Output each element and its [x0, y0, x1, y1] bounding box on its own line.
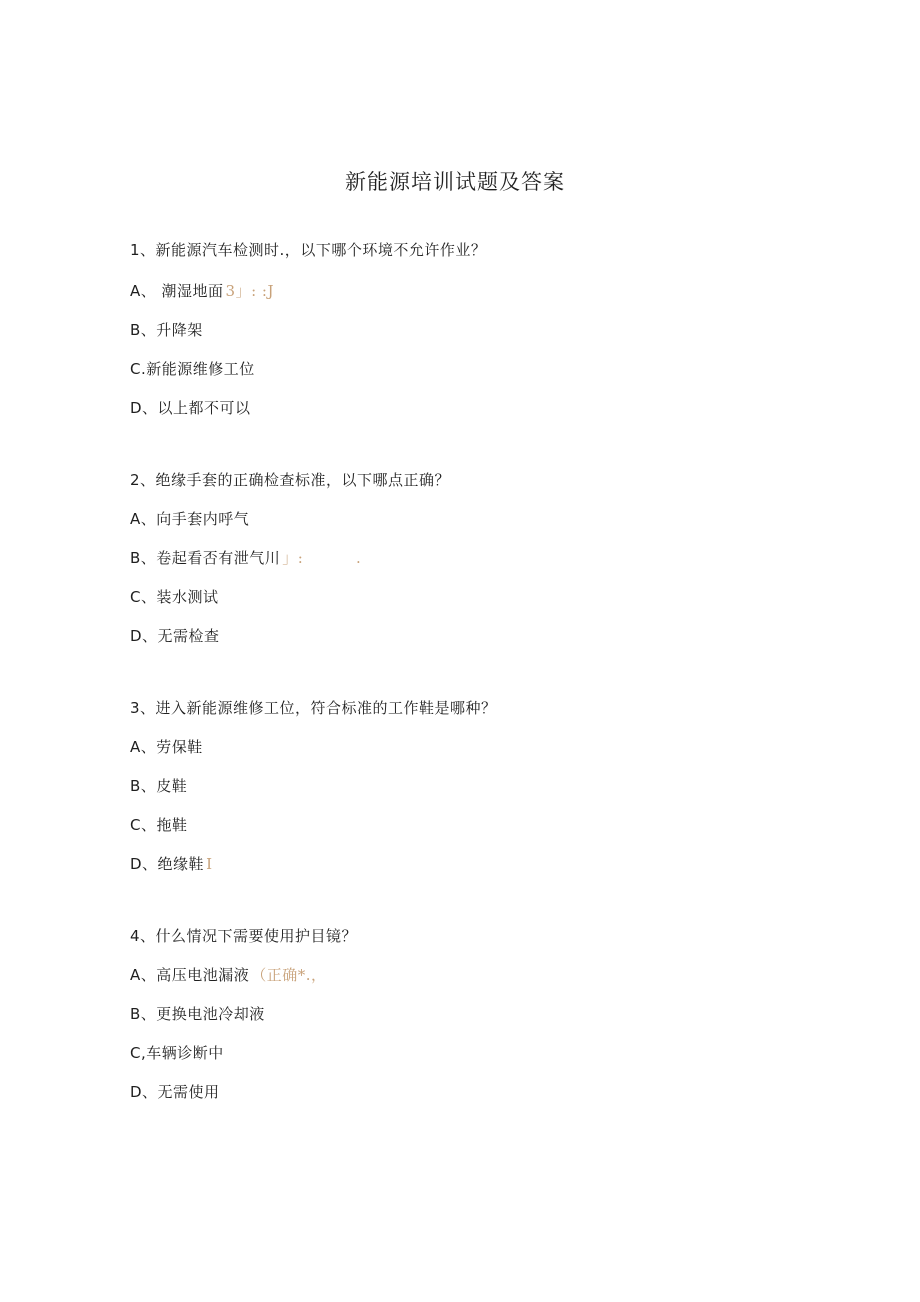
answer-mark: （正确*.， [251, 966, 327, 984]
answer-mark: 3」: :J [225, 282, 274, 300]
question-4-option-d [130, 1082, 220, 1102]
option-label: D、以上都不可以 [130, 399, 251, 417]
question-2-option-c [130, 587, 218, 607]
option-label: A、高压电池漏液 [130, 966, 250, 984]
question-2-option-a [130, 509, 249, 529]
option-label: C.新能源维修工位 [130, 360, 255, 378]
document-title: 新能源培训试题及答案 [345, 170, 565, 194]
question-3-option-b [130, 776, 187, 796]
answer-mark: 」: . [282, 549, 362, 567]
question-1: 1、新能源汽车检测时.，以下哪个环境不允许作业？ [130, 241, 487, 259]
question-2-option-b [130, 548, 361, 568]
option-label: D、无需检查 [130, 627, 220, 645]
question-4-option-b [130, 1004, 265, 1024]
question-4-option-c [130, 1043, 224, 1063]
question-4: 4、什么情况下需要使用护目镜？ [130, 927, 358, 945]
question-4-option-a [130, 965, 327, 985]
question-1-option-b [130, 320, 203, 340]
option-label: A、向手套内呼气 [130, 510, 250, 528]
option-label: D、无需使用 [130, 1083, 220, 1101]
question-2-option-d [130, 626, 220, 646]
question-1-option-a [130, 281, 274, 301]
question-3-option-a [130, 737, 203, 757]
question-3-option-d [130, 854, 213, 874]
option-label: A、劳保鞋 [130, 738, 203, 756]
option-label: C、拖鞋 [130, 816, 188, 834]
option-label: B、卷起看否有泄气川 [130, 549, 281, 567]
question-2: 2、绝缘手套的正确检查标准，以下哪点正确？ [130, 471, 451, 489]
option-label: D、绝缘鞋 [130, 855, 205, 873]
option-label: B、升降架 [130, 321, 203, 339]
question-1-option-c [130, 359, 255, 379]
option-label: B、更换电池冷却液 [130, 1005, 265, 1023]
answer-mark: I [206, 855, 213, 873]
option-label: C,车辆诊断中 [130, 1044, 224, 1062]
option-label: C、装水测试 [130, 588, 219, 606]
question-3: 3、进入新能源维修工位，符合标准的工作鞋是哪种？ [130, 699, 497, 717]
option-label: A、 潮湿地面 [130, 282, 224, 300]
question-1-option-d [130, 398, 251, 418]
option-label: B、皮鞋 [130, 777, 188, 795]
question-3-option-c [130, 815, 187, 835]
